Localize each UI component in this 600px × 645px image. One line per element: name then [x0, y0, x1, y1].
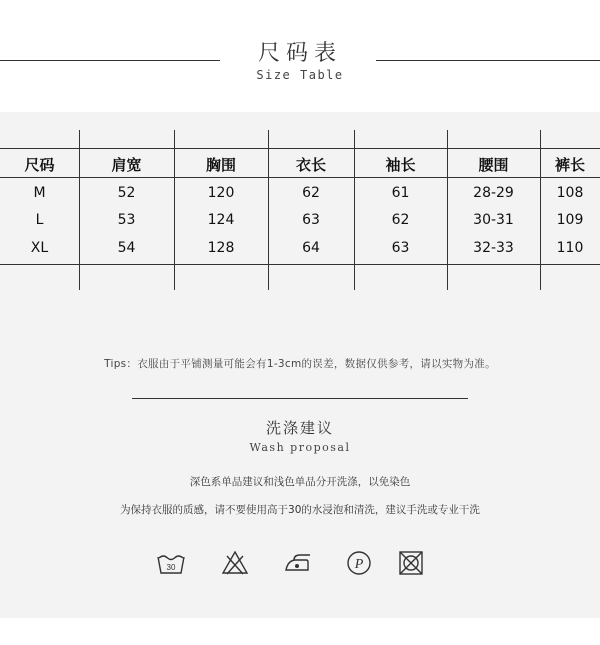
table-cell: 63	[391, 240, 410, 256]
wash-subtitle: Wash proposal	[249, 441, 351, 454]
table-cell: 62	[391, 212, 410, 228]
table-cell: 62	[302, 185, 320, 201]
table-cell: 63	[302, 212, 320, 228]
table-rule	[0, 148, 600, 149]
table-cell: 52	[117, 185, 136, 201]
table-cell: 54	[117, 240, 136, 256]
table-cell: 53	[117, 212, 136, 228]
table-cell: 32-33	[473, 240, 514, 256]
wash-title: 洗涤建议	[265, 419, 334, 437]
table-header-cell: 肩宽	[111, 156, 142, 174]
measurement-tips: Tips：衣服由于平铺测量可能会有1-3cm的误差，数据仅供参考，请以实物为准。	[104, 358, 496, 370]
table-header-cell: 尺码	[24, 156, 55, 174]
iron-low-icon	[282, 548, 312, 578]
table-rule	[0, 177, 600, 178]
no-bleach-icon	[220, 548, 250, 578]
wash-instruction-1: 深色系单品建议和浅色单品分开洗涤，以免染色	[189, 476, 411, 488]
wash-30-icon	[156, 548, 186, 578]
table-cell: 30-31	[473, 212, 514, 228]
table-header-cell: 腰围	[478, 156, 509, 174]
table-cell: XL	[30, 240, 49, 256]
table-rule	[0, 264, 600, 265]
page-subtitle: Size Table	[256, 68, 344, 82]
dry-clean-label: P	[354, 557, 364, 572]
table-cell: 120	[207, 185, 235, 201]
table-cell: 61	[391, 185, 410, 201]
table-header-cell: 衣长	[295, 156, 326, 174]
table-cell: 128	[207, 240, 235, 256]
wash-temp-label: 30	[166, 563, 176, 572]
table-header-cell: 胸围	[205, 156, 236, 174]
table-header-cell: 袖长	[385, 156, 416, 174]
page-title: 尺码表	[257, 41, 342, 66]
page-header	[0, 0, 600, 112]
table-cell: 110	[556, 240, 584, 256]
table-cell: L	[35, 212, 44, 228]
section-divider	[132, 398, 468, 399]
table-cell: 124	[207, 212, 235, 228]
table-cell: M	[33, 185, 46, 201]
table-header-cell: 裤长	[554, 156, 585, 174]
table-cell: 64	[302, 240, 320, 256]
no-tumble-dry-icon	[396, 548, 426, 578]
table-cell: 109	[556, 212, 584, 228]
table-cell: 28-29	[473, 185, 514, 201]
table-cell: 108	[556, 185, 584, 201]
dry-clean-p-icon	[344, 548, 374, 578]
wash-instruction-2: 为保持衣服的质感，请不要使用高于30的水浸泡和清洗，建议手洗或专业干洗	[120, 504, 480, 516]
